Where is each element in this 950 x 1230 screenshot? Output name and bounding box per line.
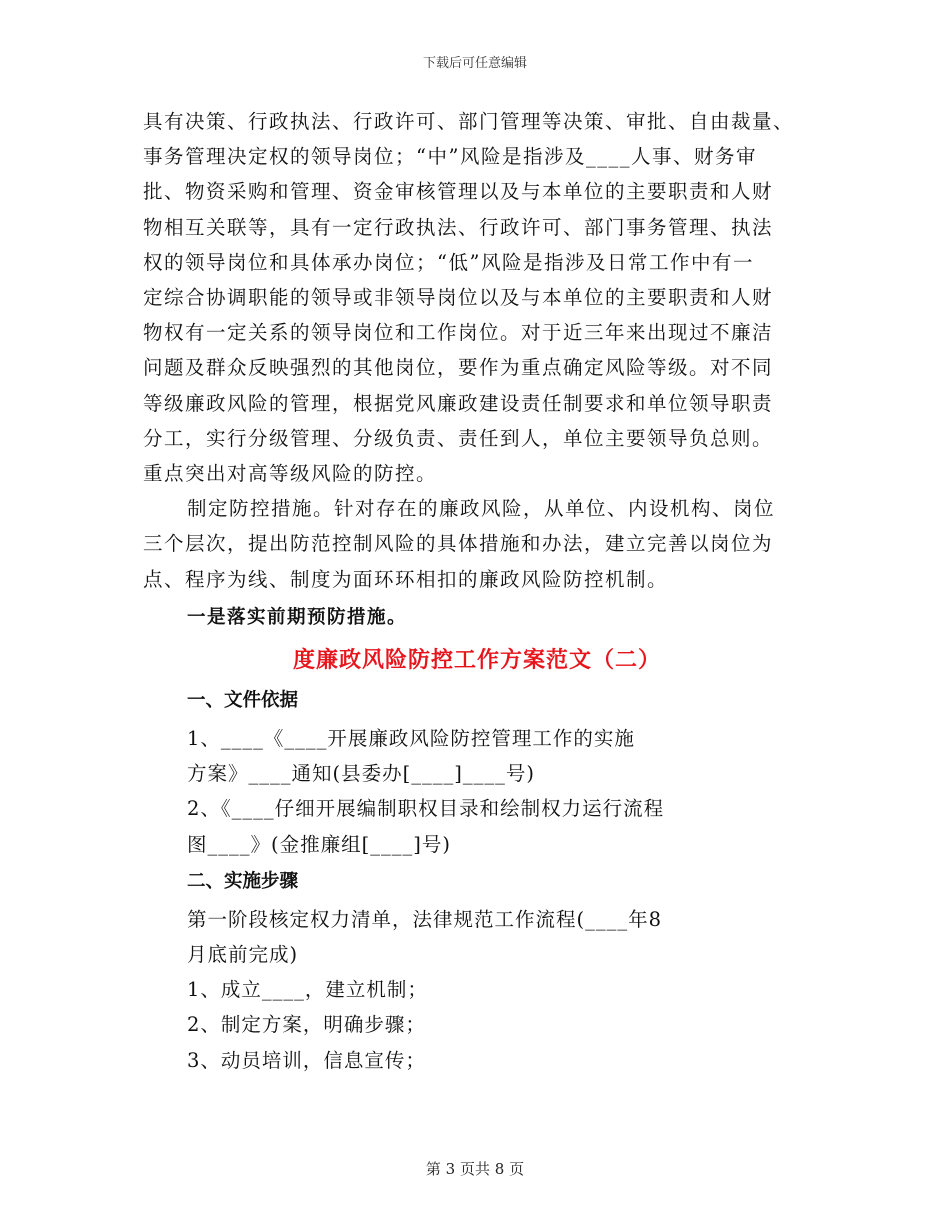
document-body bbox=[143, 104, 811, 1078]
text-line: 2、《____仔细开展编制职权目录和绘制权力运行流程 bbox=[187, 797, 665, 821]
list-item: 3、动员培训，信息宣传； bbox=[187, 1048, 426, 1072]
heading-implementation-steps: 二、实施步骤 bbox=[187, 870, 299, 892]
text-line: 权的领导岗位和具体承办岗位；“低”风险是指涉及日常工作中有一 bbox=[143, 250, 754, 274]
heading-file-basis: 一、文件依据 bbox=[187, 690, 299, 712]
text-line-bold: 一是落实前期预防措施。 bbox=[187, 606, 408, 628]
list-item bbox=[143, 721, 811, 791]
page-footer: 第 3 页共 8 页 bbox=[425, 1160, 525, 1178]
text-line: 制定防控措施。针对存在的廉政风险，从单位、内设机构、岗位 bbox=[187, 497, 776, 521]
text-line: 分工，实行分级管理、分级负责、责任到人，单位主要领导负总则。 bbox=[143, 426, 774, 450]
text-line: 月底前完成) bbox=[187, 943, 299, 967]
text-line: 1、____《____开展廉政风险防控管理工作的实施 bbox=[187, 727, 635, 751]
text-line: 重点突出对高等级风险的防控。 bbox=[143, 462, 438, 486]
text-line: 第一阶段核定权力清单，法律规范工作流程(____年8 bbox=[187, 907, 663, 931]
text-line: 三个层次，提出防范控制风险的具体措施和办法，建立完善以岗位为 bbox=[143, 532, 774, 556]
list-item: 1、成立____，建立机制； bbox=[187, 978, 428, 1002]
list-item bbox=[143, 791, 811, 861]
list-item: 2、制定方案，明确步骤； bbox=[187, 1013, 426, 1037]
page-header: 下载后可任意编辑 bbox=[422, 56, 527, 71]
text-line: 等级廉政风险的管理，根据党风廉政建设责任制要求和单位领导职责 bbox=[143, 391, 774, 415]
paragraph-risk-levels bbox=[143, 104, 811, 491]
text-line: 批、物资采购和管理、资金审核管理以及与本单位的主要职责和人财 bbox=[143, 180, 774, 204]
text-line: 点、程序为线、制度为面环环相扣的廉政风险防控机制。 bbox=[143, 567, 669, 591]
text-line: 物权有一定关系的领导岗位和工作岗位。对于近三年来出现过不廉洁 bbox=[143, 321, 774, 345]
text-line: 图____》(金推廉组[____]号) bbox=[187, 832, 451, 856]
text-line: 问题及群众反映强烈的其他岗位，要作为重点确定风险等级。对不同 bbox=[143, 356, 774, 380]
text-line: 具有决策、行政执法、行政许可、部门管理等决策、审批、自由裁量、 bbox=[143, 110, 795, 133]
text-line: 方案》____通知(县委办[____]____号) bbox=[187, 762, 535, 786]
text-line: 物相互关联等，具有一定行政执法、行政许可、部门事务管理、执法 bbox=[143, 215, 774, 239]
text-line: 事务管理决定权的领导岗位；“中”风险是指涉及____人事、财务审 bbox=[143, 145, 757, 169]
section-title: 度廉政风险防控工作方案范文（二） bbox=[292, 648, 661, 674]
paragraph-prevention bbox=[143, 600, 811, 635]
paragraph-control-measures bbox=[143, 491, 811, 597]
text-line: 定综合协调职能的领导或非领导岗位以及与本单位的主要职责和人财 bbox=[143, 286, 774, 310]
list-item bbox=[143, 902, 811, 972]
